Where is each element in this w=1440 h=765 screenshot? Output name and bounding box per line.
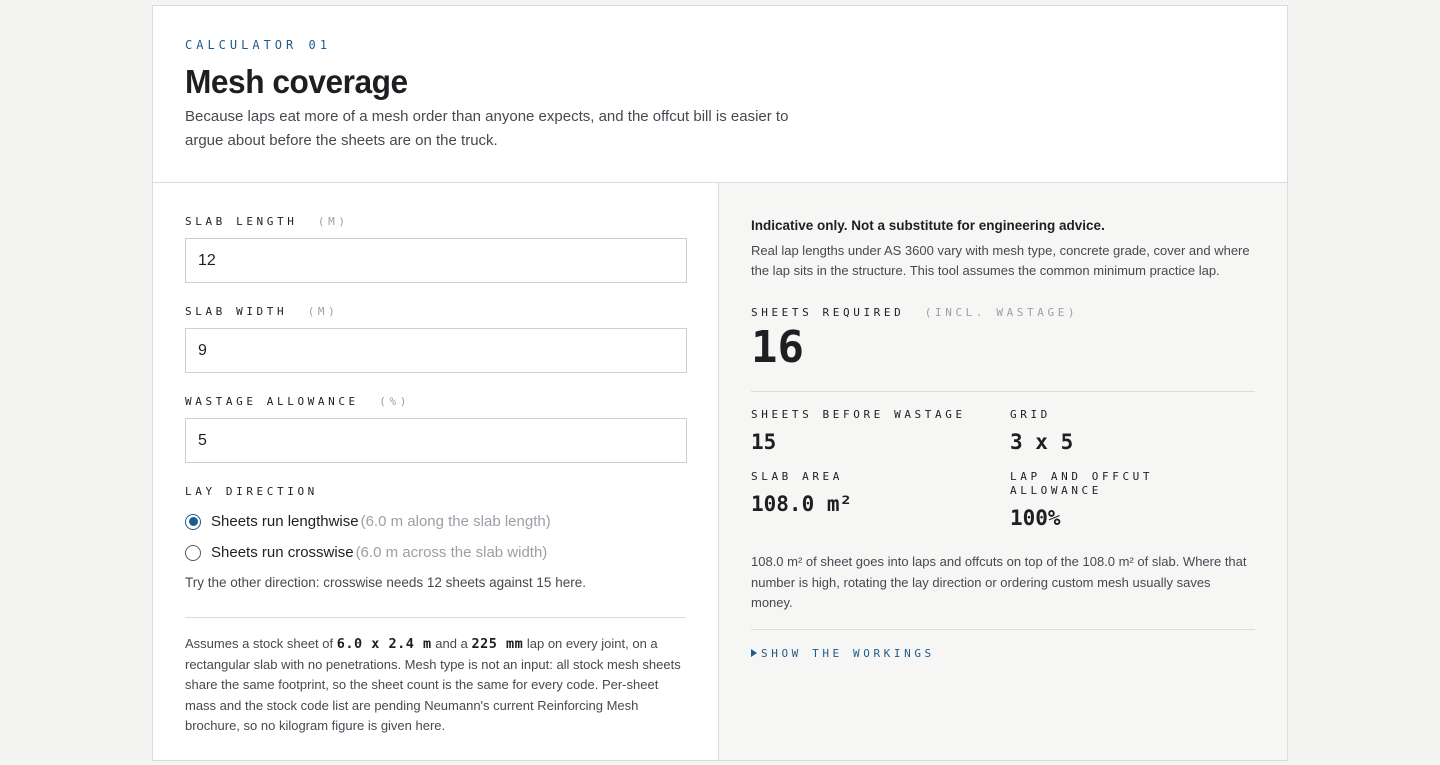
grid-label: GRID [1010, 408, 1051, 421]
radio-unselected-icon[interactable] [185, 545, 201, 561]
radio-crosswise[interactable] [185, 537, 686, 568]
offcut-note: 108.0 m² of sheet goes into laps and offcuts on top of the 108.0 m² of slab. Where that number is high, rotating the lay direction or ordering custom mesh usually saves money. [751, 554, 1247, 610]
radio-lengthwise-hint: (6.0 m along the slab length) [360, 513, 551, 530]
sheets-before-value: 15 [751, 430, 777, 454]
lap-offcut-value: 100% [1010, 506, 1061, 530]
radio-crosswise-hint: (6.0 m across the slab width) [355, 544, 548, 561]
radio-lengthwise[interactable] [185, 506, 686, 537]
disclaimer-title: Indicative only. Not a substitute for engineering advice. [751, 218, 1105, 233]
slab-width-label: SLAB WIDTH (M) [185, 305, 339, 318]
intro-text: Because laps eat more of a mesh order than anyone expects, and the offcut bill is easier to argue about before the sheets are on the truck. [185, 108, 789, 149]
calculator-header [153, 6, 1287, 183]
wastage-label: WASTAGE ALLOWANCE (%) [185, 395, 410, 408]
slab-length-input[interactable] [185, 238, 687, 283]
divider [185, 617, 686, 618]
lay-direction-label: LAY DIRECTION [185, 485, 318, 498]
results-divider [751, 391, 1255, 392]
results-panel [719, 183, 1287, 760]
slab-area-stat [751, 470, 1010, 532]
wastage-input[interactable] [185, 418, 687, 463]
radio-selected-icon[interactable] [185, 514, 201, 530]
sheets-before-label: SHEETS BEFORE WASTAGE [751, 408, 966, 421]
calculator-eyebrow: CALCULATOR 01 [185, 38, 331, 52]
calculator-body [153, 183, 1287, 760]
sheets-required [751, 306, 1255, 374]
grid-stat [1010, 408, 1255, 456]
sheets-required-value: 16 [751, 322, 804, 373]
lay-direction-group [185, 506, 686, 568]
slab-length-label: SLAB LENGTH (M) [185, 215, 349, 228]
direction-tip: Try the other direction: crosswise needs 12 sheets against 15 here. [185, 575, 586, 590]
show-workings-label: SHOW THE WORKINGS [761, 646, 935, 660]
input-panel [153, 183, 719, 760]
sheets-before-stat [751, 408, 1010, 456]
sheets-required-label: SHEETS REQUIRED (INCL. WASTAGE) [751, 306, 1079, 319]
radio-crosswise-label: Sheets run crosswise [211, 544, 354, 561]
show-workings-toggle[interactable] [751, 647, 1255, 660]
grid-value: 3 x 5 [1010, 430, 1074, 454]
sheet-size: 6.0 x 2.4 m [336, 636, 432, 652]
lap-offcut-stat [1010, 470, 1255, 532]
slab-area-label: SLAB AREA [751, 470, 844, 483]
disclaimer-text: Real lap lengths under AS 3600 vary with mesh type, concrete grade, cover and where the lap sits in the structure. This tool assumes the common minimum practice lap. [751, 243, 1250, 278]
slab-area-value: 108.0 m² [751, 492, 853, 516]
results-grid [751, 408, 1255, 532]
radio-lengthwise-label: Sheets run lengthwise [211, 513, 359, 530]
calculator-card [152, 5, 1288, 761]
caret-right-icon [751, 649, 757, 657]
lap-offcut-label: LAP AND OFFCUT ALLOWANCE [1010, 470, 1154, 497]
slab-width-input[interactable] [185, 328, 687, 373]
page-title: Mesh coverage [185, 63, 408, 100]
workings-divider [751, 629, 1255, 630]
lap-size: 225 mm [471, 636, 524, 652]
assumptions-text: Assumes a stock sheet of 6.0 x 2.4 m and a 225 mm lap on every joint, on a rectangular slab with no penetrations. Mesh type is not an input: all stock mesh sheets share the same footprint, so the sheet count is the same for every code. Per-sheet mass and the stock code list are pending Neumann's current Reinforcing Mesh brochure, so no kilogram figure is given here. [185, 636, 681, 733]
